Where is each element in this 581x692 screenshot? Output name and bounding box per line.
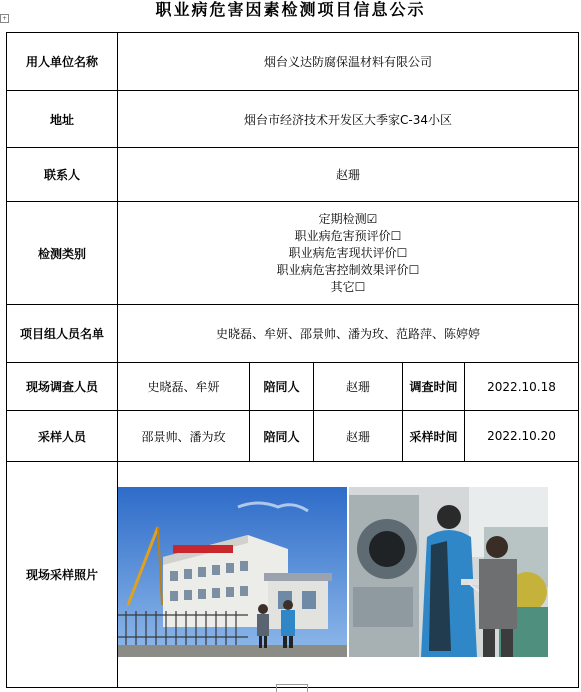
survey-time-label: 调查时间 [403, 363, 465, 411]
survey-escort-label: 陪同人 [250, 363, 314, 411]
category-option-control-effect: 职业病危害控制效果评价☐ [276, 262, 420, 277]
address-value: 烟台市经济技术开发区大季家C-34小区 [118, 91, 579, 148]
sampling-staff: 邵景帅、潘为玫 [118, 411, 250, 462]
category-option-periodic: 定期检测☑ [318, 211, 378, 226]
photos-label: 现场采样照片 [7, 462, 118, 688]
table-anchor-icon: + [1, 15, 8, 22]
category-option-pre-evaluation: 职业病危害预评价☐ [294, 228, 402, 243]
row-employer [7, 33, 579, 91]
row-team [7, 305, 579, 363]
page-title: 职业病危害因素检测项目信息公示 [155, 0, 426, 19]
row-category [7, 202, 579, 305]
survey-time: 2022.10.18 [465, 363, 579, 411]
category-option-status-evaluation: 职业病危害现状评价☐ [288, 245, 408, 260]
sampling-time-label: 采样时间 [403, 411, 465, 462]
contact-value: 赵珊 [118, 148, 579, 202]
sampling-escort: 赵珊 [314, 411, 403, 462]
site-photo-workshop [349, 487, 548, 657]
outdoor-photo-image [118, 487, 347, 657]
row-sampling [7, 411, 579, 462]
survey-staff: 史晓磊、牟妍 [118, 363, 250, 411]
photos-cell [118, 462, 579, 688]
address-label: 地址 [7, 91, 118, 148]
row-survey [7, 363, 579, 411]
category-option-other: 其它☐ [330, 279, 366, 294]
site-photo-outdoor [118, 487, 347, 657]
survey-escort: 赵珊 [314, 363, 403, 411]
employer-label: 用人单位名称 [7, 33, 118, 91]
team-value: 史晓磊、牟妍、邵景帅、潘为玫、范路萍、陈婷婷 [118, 305, 579, 363]
category-options [118, 202, 579, 305]
workshop-photo-image [349, 487, 548, 657]
category-label: 检测类别 [7, 202, 118, 305]
row-photos [7, 462, 579, 688]
sampling-time: 2022.10.20 [465, 411, 579, 462]
sampling-label: 采样人员 [7, 411, 118, 462]
sampling-escort-label: 陪同人 [250, 411, 314, 462]
employer-value: 烟台义达防腐保温材料有限公司 [118, 33, 579, 91]
info-table [6, 32, 579, 688]
row-contact [7, 148, 579, 202]
survey-label: 现场调查人员 [7, 363, 118, 411]
contact-label: 联系人 [7, 148, 118, 202]
team-label: 项目组人员名单 [7, 305, 118, 363]
row-address [7, 91, 579, 148]
